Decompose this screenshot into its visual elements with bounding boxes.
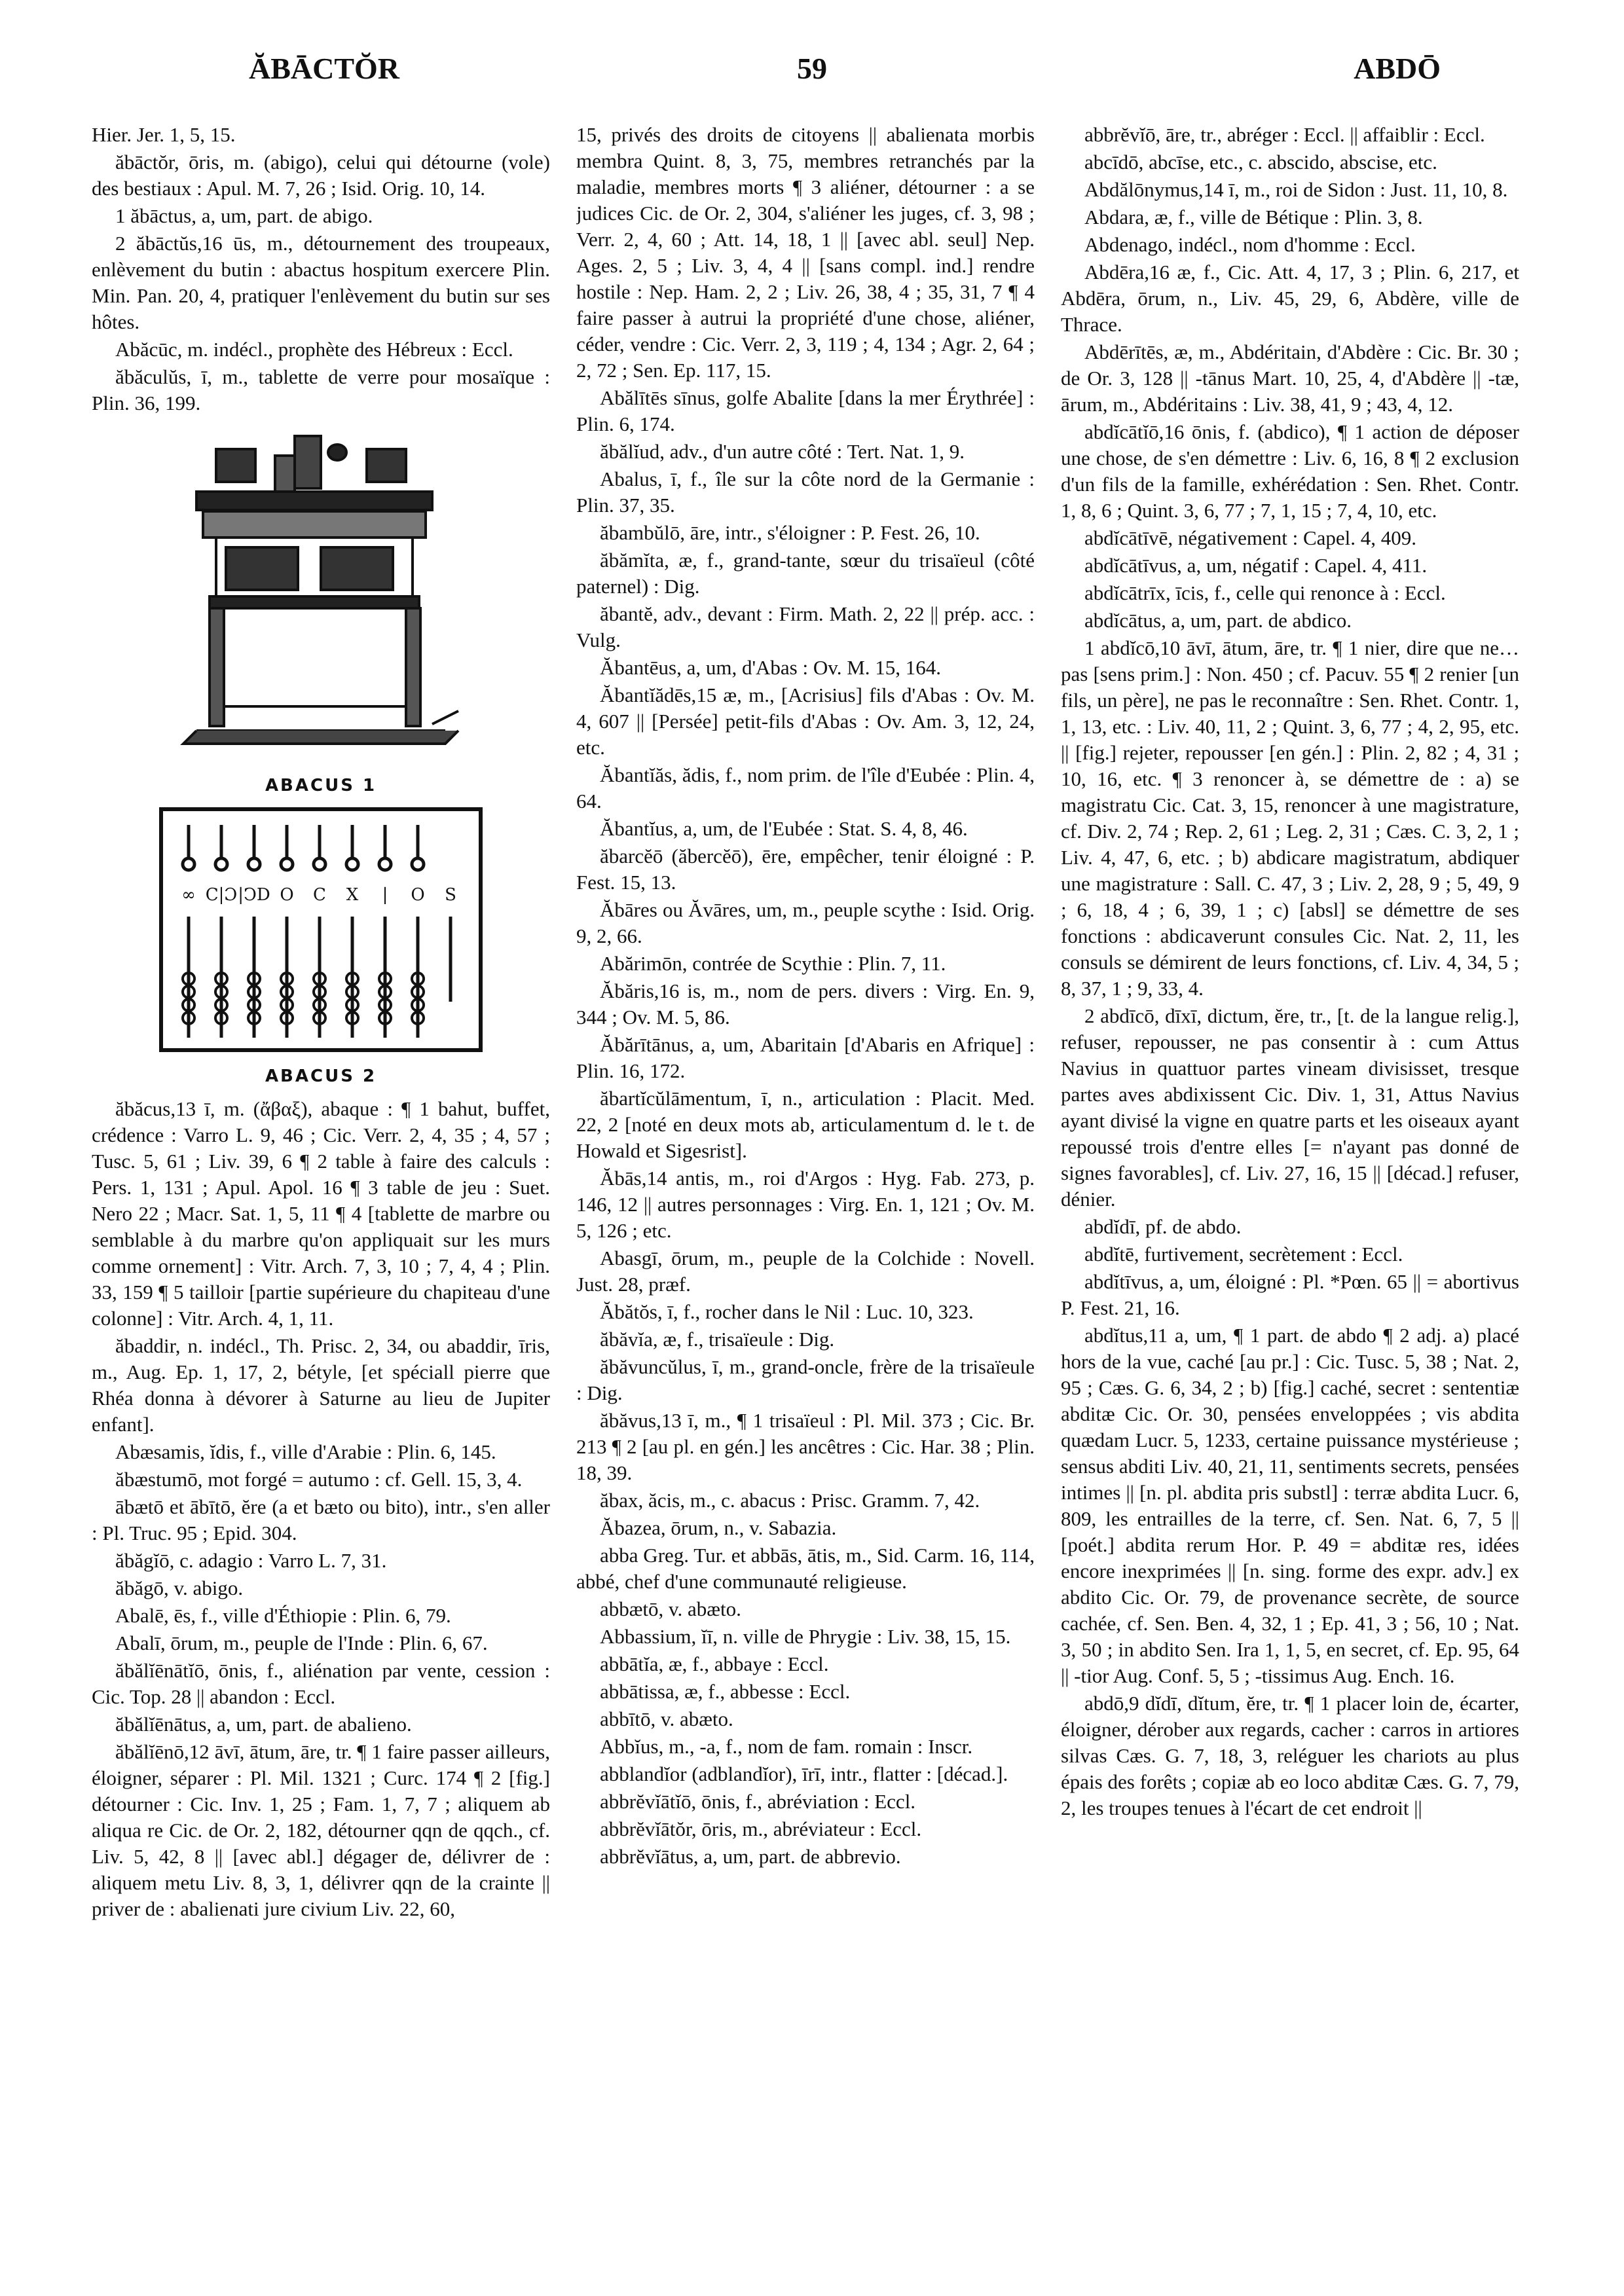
entry: Ăbantĭădēs,15 æ, m., [Acrisius] fils d'Abas : Ov. M. 4, 607 || [Persée] petit-fils d'Abas : Ov. Am. 3, 12, 24, etc.	[576, 683, 1035, 759]
abacus-symbol: Ϲ	[313, 885, 326, 905]
abacus-symbol: O	[411, 885, 425, 905]
entry: Abalē, ēs, f., ville d'Éthiopie : Plin. 6, 79.	[115, 1604, 451, 1627]
entry: abdĭdī, pf. de abdo.	[1084, 1215, 1242, 1238]
entry: Abălītēs sīnus, golfe Abalite [dans la mer Érythrée] : Plin. 6, 174.	[576, 386, 1035, 435]
entry: abdĭcātīvus, a, um, négatif : Capel. 4, 411.	[1084, 554, 1428, 577]
entry: 1 ăbāctus, a, um, part. de abigo.	[115, 204, 373, 227]
abacus-symbol: O	[280, 885, 294, 905]
entry: abba Greg. Tur. et abbās, ātis, m., Sid. Carm. 16, 114, abbé, chef d'une communauté religieuse.	[576, 1544, 1035, 1593]
entry: abdĭtus,11 a, um, ¶ 1 part. de abdo ¶ 2 adj. a) placé hors de la vue, caché [au pr.] : Cic. Tusc. 5, 38 ; Nat. 2, 95 ; Cæs. G. 6, 34, 2 ; b) [fig.] caché, secret : sententiæ abditæ Cic. Or. 30, pensées enveloppées ; vis abdita quædam Lucr. 5, 1233, certaine puissance mystérieuse ; sensus abditi Liv. 40, 21, 11, sentiments secrets, pensées intimes || [n. pl. abdita pris substl] : terræ abdita Lucr. 6, 809, les entrailles de la terre, cf. Sen. Nat. 6, 7, 5 || [poét.] abdita rerum Hor. P. 49 = abditæ res, idées encore inexprimées || [n. sing. forme des expr. adv.] ex abdito Cic. Or. 79, de provenance secrète, de source cachée, cf. Sen. Ben. 4, 32, 1 ; Ep. 41, 3 ; 56, 10 ; Nat. 3, 50 ; in abdito Sen. Ira 1, 1, 5, en secret, cf. Ep. 95, 64 || -tior Aug. Conf. 5, 5 ; -tissimus Aug. Ench. 16.	[1061, 1324, 1519, 1687]
entry: Ăbantĭus, a, um, de l'Eubée : Stat. S. 4, 8, 46.	[600, 817, 968, 840]
entry: abdĭcātrīx, īcis, f., celle qui renonce à : Eccl.	[1084, 581, 1446, 604]
entry: Hier. Jer. 1, 5, 15.	[92, 123, 236, 146]
column-2	[576, 122, 1035, 2250]
entry: abbītō, v. abæto.	[600, 1707, 733, 1730]
entry: ăbăvuncŭlus, ī, m., grand-oncle, frère de la trisaïeule : Dig.	[576, 1355, 1035, 1404]
abacus-symbol: Ϲ|Ɔ	[205, 885, 238, 905]
entry: abbrĕvĭō, āre, tr., abréger : Eccl. || affaiblir : Eccl.	[1084, 123, 1485, 146]
abacus-2-caption: ABACUS 2	[265, 1066, 377, 1086]
entry: Ăbăris,16 is, m., nom de pers. divers : Virg. En. 9, 344 ; Ov. M. 5, 86.	[576, 979, 1035, 1029]
abacus-symbol: |	[382, 885, 388, 905]
entry: ăbarcĕō (ăbercĕō), ēre, empêcher, tenir éloigné : P. Fest. 15, 13.	[576, 845, 1035, 894]
running-head-left: ĂBĀCTŎR	[249, 52, 400, 85]
entry: ăbăcus,13 ī, m. (ἄβαξ), abaque : ¶ 1 bahut, buffet, crédence : Varro L. 9, 46 ; Cic. Verr. 2, 4, 35 ; 4, 57 ; Tusc. 5, 61 ; Liv. 39, 6 ¶ 2 table à faire des calculs : Pers. 1, 131 ; Apul. Apol. 16 ¶ 3 table de jeu : Suet. Nero 22 ; Macr. Sat. 1, 5, 11 ¶ 4 [tablette de marbre ou semblable à du marbre qu'on appliquait sur les murs comme ornement] : Vitr. Arch. 7, 3, 10 ; 7, 4, 4 ; Plin. 33, 159 ¶ 5 tailloir [partie supérieure du chapiteau d'une colonne] : Vitr. Arch. 4, 1, 11.	[92, 1097, 550, 1330]
entry: Abæsamis, ĭdis, f., ville d'Arabie : Plin. 6, 145.	[115, 1440, 496, 1463]
entry: abdō,9 dĭdī, dĭtum, ĕre, tr. ¶ 1 placer loin de, écarter, éloigner, dérober aux regards, cacher : carros in artiores silvas Cæs. G. 7, 18, 3, reléguer les chariots au plus épais des forêts ; copiæ ab eo loco abditæ Cæs. G. 7, 79, 2, les troupes tenues à l'écart de cet endroit ||	[1061, 1692, 1519, 1819]
entry: ăbăvus,13 ī, m., ¶ 1 trisaïeul : Pl. Mil. 373 ; Cic. Br. 213 ¶ 2 [au pl. en gén.] les ancêtres : Cic. Har. 38 ; Plin. 18, 39.	[576, 1409, 1035, 1484]
entry: ăbambŭlō, āre, intr., s'éloigner : P. Fest. 26, 10.	[600, 521, 980, 544]
entry: abbātissa, æ, f., abbesse : Eccl.	[600, 1680, 851, 1703]
entry: ăbax, ăcis, m., c. abacus : Prisc. Gramm. 7, 42.	[600, 1489, 980, 1512]
entry: Ăbāres ou Ăvāres, um, m., peuple scythe : Isid. Orig. 9, 2, 66.	[576, 898, 1035, 947]
entry: ăbălĭēnātĭō, ōnis, f., aliénation par vente, cession : Cic. Top. 28 || abandon : Eccl.	[92, 1659, 550, 1708]
entry: ăbartĭcŭlāmentum, ī, n., articulation : Placit. Med. 22, 2 [noté en deux mots ab, articulamentum d. le t. de Howald et Sigesrist].	[576, 1087, 1035, 1162]
entry: Ăbās,14 antis, m., roi d'Argos : Hyg. Fab. 273, p. 146, 12 || autres personnages : Virg. En. 1, 121 ; Ov. M. 5, 126 ; etc.	[576, 1167, 1035, 1242]
entry: Ăbazea, ōrum, n., v. Sabazia.	[600, 1516, 837, 1539]
entry: 15, privés des droits de citoyens || abalienata morbis membra Quint. 8, 3, 75, membres retranchés par la maladie, membres morts ¶ 3 aliéner, détourner : a se judices Cic. de Or. 2, 304, s'aliéner les juges, cf. 3, 98 ; Verr. 2, 4, 60 ; Att. 14, 18, 1 || [avec abl. seul] Nep. Ages. 2, 5 ; Liv. 3, 4, 4 || [sans compl. ind.] rendre hostile : Nep. Ham. 2, 2 ; Liv. 26, 38, 4 ; 35, 31, 7 ¶ 4 faire passer à autrui la propriété d'une chose, aliéner, céder, vendre : Cic. Verr. 2, 3, 119 ; 4, 134 ; Agr. 2, 64 ; 2, 72 ; Sen. Ep. 117, 15.	[576, 123, 1035, 382]
entry: abdĭtē, furtivement, secrètement : Eccl.	[1084, 1243, 1403, 1266]
column-3	[1061, 122, 1519, 2250]
entry: 1 abdĭcō,10 āvī, ātum, āre, tr. ¶ 1 nier, dire que ne… pas [sens prim.] : Non. 450 ; cf. Pacuv. 55 ¶ 2 renier [un fils, un père], ne pas le reconnaître : Sen. Rhet. Contr. 1, 1, 13, etc. : Liv. 40, 11, 2 ; Quint. 3, 6, 77 ; 4, 2, 95, etc. || [fig.] rejeter, repousser [en gén.] : Plin. 2, 82 ; 4, 31 ; 10, 16, etc. ¶ 3 renoncer à, se démettre de : a) se magistratu Cic. Cat. 3, 15, renoncer à une magistrature, cf. Div. 2, 74 ; Rep. 2, 61 ; Leg. 2, 31 ; Cæs. C. 3, 2, 1 ; Liv. 4, 47, 6, etc. ; b) abdicare magistratum, abdiquer une magistrature : Sall. C. 47, 3 ; Liv. 2, 28, 9 ; 5, 49, 9 ; 6, 18, 4 ; 6, 39, 1 ; c) [absl] se démettre de ses fonctions : abdicaverunt consules Cic. Nat. 2, 11, les consuls se démirent de leurs fonctions, cf. Liv. 4, 34, 5 ; 8, 37, 1 ; 9, 33, 4.	[1061, 636, 1519, 1000]
abacus-symbol: S	[445, 885, 456, 905]
abacus-2-illustration	[157, 805, 485, 1089]
column-1	[92, 122, 550, 2250]
entry: Ăbărītānus, a, um, Abaritain [d'Abaris en Afrique] : Plin. 16, 172.	[576, 1033, 1035, 1082]
entry: 2 ăbāctŭs,16 ūs, m., détournement des troupeaux, enlèvement du butin : abactus hospitum exercere Plin. Min. Pan. 20, 4, pratiquer l'enlèvement du butin sur ses hôtes.	[92, 232, 550, 333]
entry: Abdenago, indécl., nom d'homme : Eccl.	[1084, 233, 1416, 256]
entry: Abăcūc, m. indécl., prophète des Hébreux : Eccl.	[115, 338, 513, 361]
entry: Abdara, æ, f., ville de Bétique : Plin. 3, 8.	[1084, 206, 1423, 228]
entry: abbrĕvĭātĭō, ōnis, f., abréviation : Eccl.	[600, 1790, 916, 1813]
entry: abbrĕvĭātŏr, ōris, m., abréviateur : Eccl.	[600, 1817, 922, 1840]
abacus-symbol: ∞	[181, 885, 196, 905]
entry: abcīdō, abcīse, etc., c. abscido, abscise, etc.	[1084, 151, 1437, 173]
abacus-1-caption: ABACUS 1	[265, 776, 377, 795]
entry: ăbăgĭō, c. adagio : Varro L. 7, 31.	[115, 1549, 387, 1572]
abacus-1-illustration	[170, 423, 471, 799]
running-head-right: ABDŌ	[1354, 52, 1441, 85]
entry: ăbantĕ, adv., devant : Firm. Math. 2, 22 || prép. acc. : Vulg.	[576, 602, 1035, 651]
entry: Ăbantĭăs, ădis, f., nom prim. de l'île d'Eubée : Plin. 4, 64.	[576, 763, 1035, 812]
abacus-symbol: X	[346, 885, 359, 905]
entry: Abdălōnymus,14 ī, m., roi de Sidon : Just. 11, 10, 8.	[1084, 178, 1508, 201]
abacus-2-drawing	[157, 805, 485, 1054]
entry: abbætō, v. abæto.	[600, 1597, 741, 1620]
abacus-symbol: |ↃD	[238, 885, 270, 905]
entry: Ăbantēus, a, um, d'Abas : Ov. M. 15, 164.	[600, 656, 942, 679]
entry: Abdērītēs, æ, m., Abdéritain, d'Abdère : Cic. Br. 30 ; de Or. 3, 128 || -tānus Mart. 10, 25, 4, d'Abdère || -tæ, ārum, m., Abdéritains : Liv. 38, 41, 9 ; 43, 4, 12.	[1061, 340, 1519, 416]
entry: Abdēra,16 æ, f., Cic. Att. 4, 17, 3 ; Plin. 6, 217, et Abdēra, ōrum, n., Liv. 45, 29, 6, Abdère, ville de Thrace.	[1061, 261, 1519, 336]
page-header	[92, 51, 1532, 97]
entry: abbātĭa, æ, f., abbaye : Eccl.	[600, 1652, 829, 1675]
entry: ăbălĭēnātus, a, um, part. de abalieno.	[115, 1713, 412, 1736]
entry: abblandĭor (adblandĭor), īrī, intr., flatter : [décad.].	[600, 1762, 1008, 1785]
entry: ăbăculŭs, ī, m., tablette de verre pour mosaïque : Plin. 36, 199.	[92, 365, 550, 414]
entry: ăbămĭta, æ, f., grand-tante, sœur du trisaïeul (côté paternel) : Dig.	[576, 549, 1035, 598]
entry: Abărimōn, contrée de Scythie : Plin. 7, 11.	[600, 952, 946, 975]
entry: ābætō et ābītō, ĕre (a et bæto ou bito), intr., s'en aller : Pl. Truc. 95 ; Epid. 304.	[92, 1495, 550, 1544]
entry: Abbĭus, m., -a, f., nom de fam. romain : Inscr.	[600, 1735, 973, 1758]
entry: Abalus, ī, f., île sur la côte nord de la Germanie : Plin. 37, 35.	[576, 467, 1035, 517]
entry: abdĭcātĭō,16 ōnis, f. (abdico), ¶ 1 action de déposer une chose, de s'en démettre : Liv. 6, 16, 8 ¶ 2 exclusion d'un fils de la famille, exhérédation : Sen. Rhet. Contr. 1, 8, 6 ; Quint. 3, 6, 77 ; 7, 1, 15 ; 7, 4, 10, etc.	[1061, 420, 1519, 522]
entry: abdĭtīvus, a, um, éloigné : Pl. *Pœn. 65 || = abortivus P. Fest. 21, 16.	[1061, 1270, 1519, 1319]
entry: ăbăvĭa, æ, f., trisaïeule : Dig.	[600, 1328, 835, 1351]
entry: ăbāctŏr, ōris, m. (abigo), celui qui détourne (vole) des bestiaux : Apul. M. 7, 26 ; Isid. Orig. 10, 14.	[92, 151, 550, 200]
entry: ăbălĭēnō,12 āvī, ātum, āre, tr. ¶ 1 faire passer ailleurs, éloigner, séparer : Pl. Mil. 1321 ; Curc. 174 ¶ 2 [fig.] détourner : Cic. Inv. 1, 25 ; Fam. 1, 7, 7 ; aliquem ab aliqua re Cic. de Or. 2, 182, détourner qqn de qqch., cf. Liv. 5, 42, 8 || [avec abl.] dégager de, délivrer de : aliquem metu Liv. 8, 3, 1, délivrer qqn de la crainte || priver de : abalienati jure civium Liv. 22, 60,	[92, 1740, 550, 1920]
entry: Abasgī, ōrum, m., peuple de la Colchide : Novell. Just. 28, præf.	[576, 1247, 1035, 1296]
entry: ăbaddir, n. indécl., Th. Prisc. 2, 34, ou abaddir, īris, m., Aug. Ep. 1, 17, 2, bétyle, [et spéciall pierre que Rhéa donna à dévorer à Saturne au lieu de Jupiter enfant].	[92, 1334, 550, 1436]
entry: abdĭcātus, a, um, part. de abdico.	[1084, 609, 1352, 632]
entry: ăbæstumō, mot forgé = autumo : cf. Gell. 15, 3, 4.	[115, 1468, 523, 1491]
page-number: 59	[797, 52, 827, 85]
entry: 2 abdīcō, dīxī, dictum, ĕre, tr., [t. de la langue relig.], refuser, repousser, ne pas consentir à : cum Attus Navius in quattuor partes vineam divisisset, tresque partes aves abdixissent Cic. Div. 1, 31, Attus Navius ayant divisé la vigne en quatre parts et les oiseaux ayant repoussé trois d'entre elles [= n'ayant pas donné de signes favorables], cf. Liv. 27, 16, 15 || [décad.] refuser, dénier.	[1061, 1004, 1519, 1211]
abacus-1-drawing	[170, 423, 471, 763]
entry: Abbassium, ĭī, n. ville de Phrygie : Liv. 38, 15, 15.	[600, 1625, 1011, 1648]
entry: Abalī, ōrum, m., peuple de l'Inde : Plin. 6, 67.	[115, 1631, 488, 1654]
entry: abdĭcātīvē, négativement : Capel. 4, 409.	[1084, 526, 1417, 549]
entry: abbrĕvĭātus, a, um, part. de abbrevio.	[600, 1845, 901, 1868]
entry: ăbăgō, v. abigo.	[115, 1576, 244, 1599]
entry: Ăbătŏs, ī, f., rocher dans le Nil : Luc. 10, 323.	[600, 1300, 974, 1323]
entry: ăbălĭud, adv., d'un autre côté : Tert. Nat. 1, 9.	[600, 440, 965, 463]
